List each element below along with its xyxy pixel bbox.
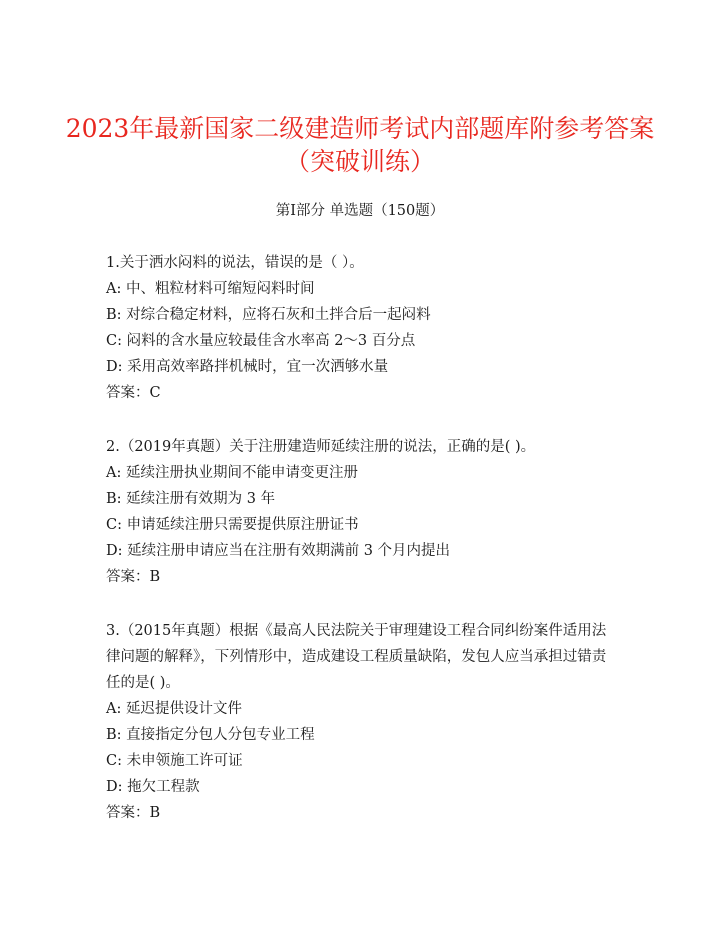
answer-value: B <box>149 569 161 585</box>
option-a: A: 延续注册执业期间不能申请变更注册 <box>106 465 358 481</box>
answer-row <box>106 564 614 590</box>
question-stem: 2.（2019年真题）关于注册建造师延续注册的说法，正确的是( )。 <box>106 439 536 455</box>
question-stem: 1.关于洒水闷料的说法，错误的是（ ）。 <box>106 255 364 271</box>
answer-label: 答案： <box>106 805 150 821</box>
question-3 <box>106 618 614 826</box>
section-heading: 第I部分 单选题（150题） <box>275 203 445 219</box>
answer-label: 答案： <box>106 569 150 585</box>
document-title: 2023年最新国家二级建造师考试内部题库附参考答案（突破训练） <box>65 114 655 176</box>
option-b: B: 延续注册有效期为 3 年 <box>106 491 276 507</box>
answer-row <box>106 800 614 826</box>
option-b: B: 对综合稳定材料，应将石灰和土拌合后一起闷料 <box>106 307 431 323</box>
option-d: D: 延续注册申请应当在注册有效期满前 3 个月内提出 <box>106 543 451 559</box>
option-b: B: 直接指定分包人分包专业工程 <box>106 727 315 743</box>
option-c: C: 未申领施工许可证 <box>106 753 243 769</box>
answer-value: C <box>149 385 161 401</box>
option-c: C: 闷料的含水量应较最佳含水率高 2～3 百分点 <box>106 333 416 349</box>
question-2 <box>106 434 614 590</box>
question-stem: 3.（2015年真题）根据《最高人民法院关于审理建设工程合同纠纷案件适用法律问题的解释》，下列情形中，造成建设工程质量缺陷，发包人应当承担过错责任的是( )。 <box>106 623 607 691</box>
option-a: A: 中、粗粒材料可缩短闷料时间 <box>106 281 315 297</box>
option-d: D: 采用高效率路拌机械时，宜一次洒够水量 <box>106 359 389 375</box>
option-d: D: 拖欠工程款 <box>106 779 200 795</box>
answer-row <box>106 380 614 406</box>
answer-label: 答案： <box>106 385 150 401</box>
option-a: A: 延迟提供设计文件 <box>106 701 242 717</box>
answer-value: B <box>149 805 161 821</box>
question-list <box>106 250 614 854</box>
question-1 <box>106 250 614 406</box>
option-c: C: 申请延续注册只需要提供原注册证书 <box>106 517 359 533</box>
